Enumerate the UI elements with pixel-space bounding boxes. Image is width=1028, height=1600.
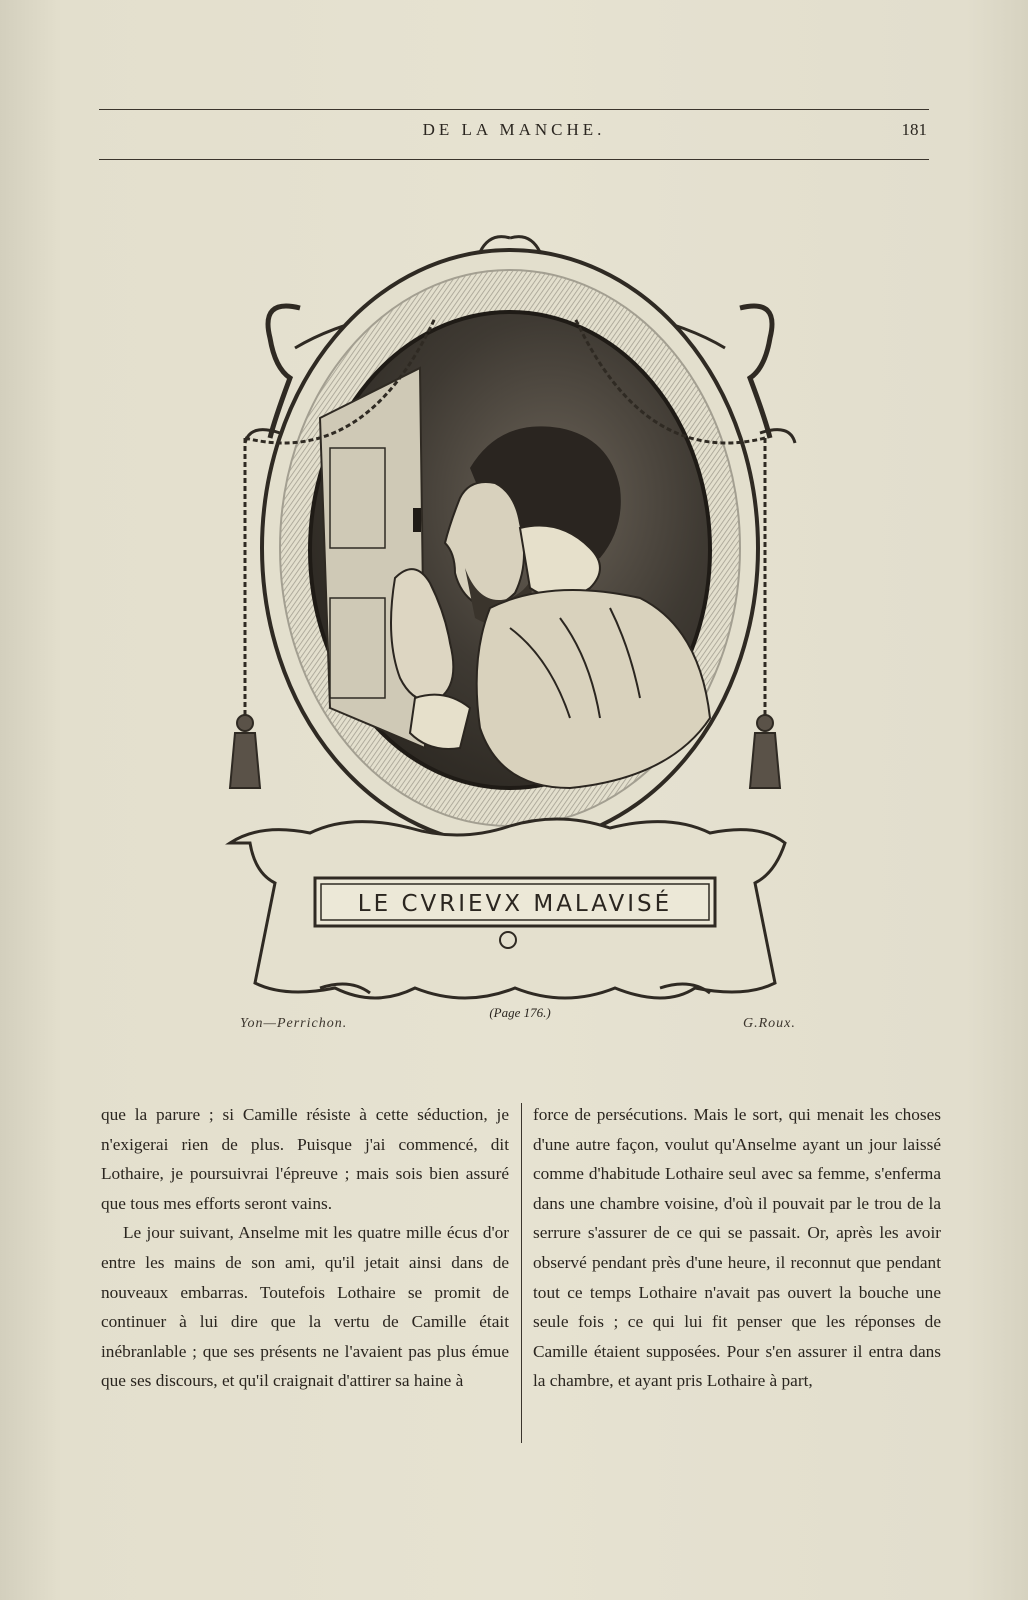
paragraph: force de persécutions. Mais le sort, qui menait les choses d'une autre façon, voulut qu'Anselme ayant un jour laissé comme d'habitude Lothaire seul avec sa femme, s'enferma dans une chambre voisine, d'où il pouvait par le trou de la serrure s'assurer de ce qui se passait. Or, après les avoir observé pendant près d'une heure, il reconnut que pendant tout ce temps Lothaire n'avait pas ouvert la bouche une seule fois ; ce qui lui fit penser que les réponses de Camille étaient supposées. Pour s'en assurer il entra dans la chambre, et ayant pris Lothaire à part, (533, 1105, 941, 1391)
cartouche-title: LE CVRIEVX MALAVISÉ (357, 891, 673, 917)
engraving-illustration (220, 228, 820, 1048)
column-divider (521, 1103, 522, 1443)
running-title: DE LA MANCHE. (422, 120, 606, 139)
right-tassel (750, 715, 780, 788)
artist-signature: G.Roux. (743, 1016, 796, 1031)
header-rule-top (99, 109, 929, 110)
title-cartouche (230, 819, 785, 998)
page-reference-caption: (Page 176.) (489, 1005, 551, 1020)
paragraph: Le jour suivant, Anselme mit les quatre mille écus d'or entre les mains de son ami, qu'il jetait ainsi dans de nouveaux embarras. Toutefois Lothaire se promit de continuer à lui dire que la vertu de Camille était inébranlable ; que ses présents ne l'avaient pas plus émue que ses discours, et qu'il craignait d'attirer sa haine à (101, 1223, 509, 1391)
header-rule-bottom (99, 159, 929, 160)
left-tassel (230, 715, 260, 788)
paragraph: que la parure ; si Camille résiste à cette séduction, je n'exigerai rien de plus. Puisque j'ai commencé, dit Lothaire, je poursuivrai l'épreuve ; mais sois bien assuré que tous mes efforts seront vains. (101, 1105, 509, 1213)
text-column-right (533, 1100, 941, 1396)
engraver-signature: Yon—Perrichon. (240, 1016, 348, 1031)
text-column-left (101, 1100, 509, 1396)
page-number: 181 (901, 120, 927, 139)
